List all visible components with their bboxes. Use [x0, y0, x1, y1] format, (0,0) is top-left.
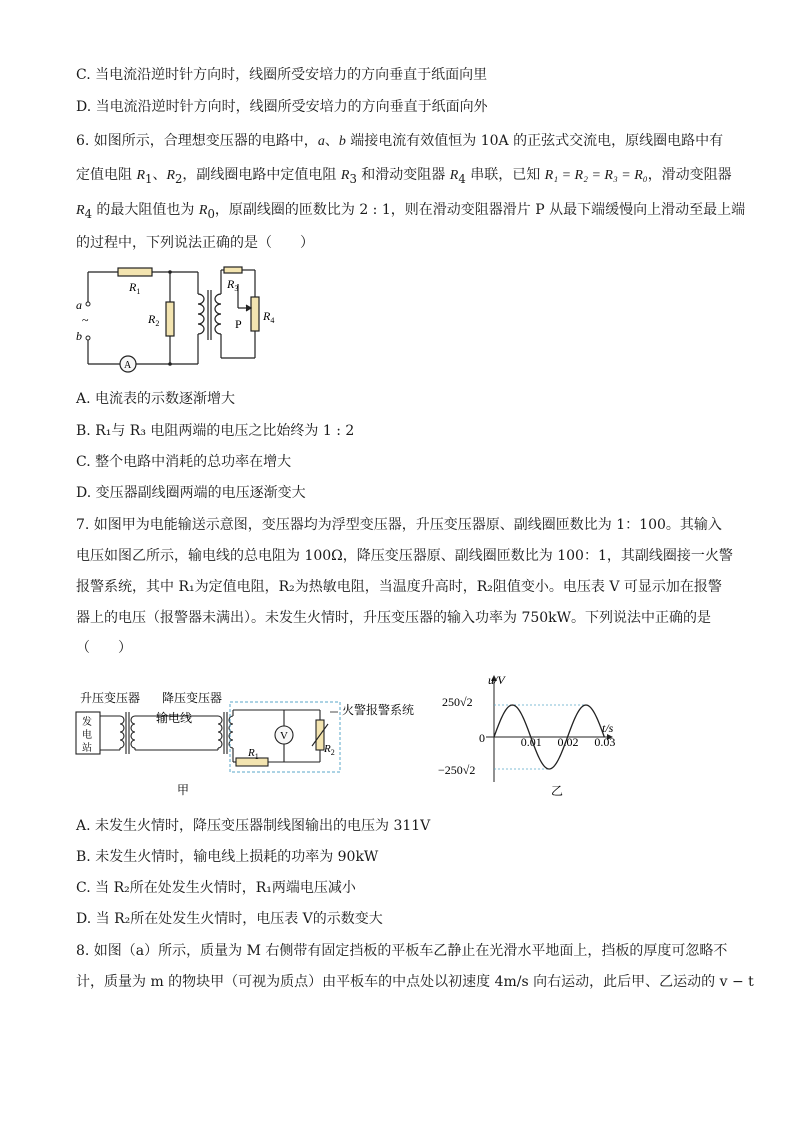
q6-option-a: A. 电流表的示数逐渐增大	[76, 391, 236, 407]
r3-label: $R_3$	[227, 277, 239, 293]
transmission-line-label: 输电线	[156, 711, 193, 725]
r4-label: $R_4$	[263, 309, 275, 325]
q7-stem-line-3: 报警系统，其中 R₁为定值电阻，R₂为热敏电阻，当温度升高时，R₂阻值变小。电压表 V 可显示加在报警	[76, 579, 722, 595]
ac-source-symbol: ~	[82, 313, 89, 327]
q7-option-c: C. 当 R₂所在处发生火情时，R₁两端电压减小	[76, 880, 356, 896]
x-tick-label: 0.02	[557, 735, 579, 749]
r1-label-jia: $R_1$	[248, 747, 259, 761]
step-down-transformer-label: 降压变压器	[162, 691, 223, 705]
q7-figure-yi-chart	[436, 670, 626, 800]
q7-option-a: A. 未发生火情时，降压变压器制线图输出的电压为 311V	[76, 818, 431, 834]
voltmeter-label: V	[280, 730, 288, 742]
figure-caption-jia: 甲	[177, 783, 190, 797]
x-tick-label: 0.03	[594, 735, 616, 749]
q7-figure-jia	[72, 684, 432, 804]
q5-option-d: D. 当电流沿逆时针方向时，线圈所受安培力的方向垂直于纸面向外	[76, 99, 488, 115]
q6-option-b: B. R₁与 R₃ 电阻两端的电压之比始终为 1 : 2	[76, 423, 355, 439]
plant-char-2: 电	[82, 730, 92, 741]
q8-stem-line-1: 8. 如图（a）所示，质量为 M 右侧带有固定挡板的平板车乙静止在光滑水平地面上，挡板的厚度可忽略不	[76, 943, 728, 959]
step-up-transformer-label: 升压变压器	[80, 691, 141, 705]
resistor-r2	[166, 302, 174, 336]
q7-stem-line-4: 器上的电压（报警器未满出）。未发生火情时，升压变压器的输入功率为 750kW。下列说法中正确的是	[76, 610, 712, 626]
r2-label: $R_2$	[148, 312, 160, 328]
q6-stem-line-1: 6. 如图所示，合理想变压器的电路中，a、b 端接电流有效值恒为 10A 的正弦式交流电，原线圈电路中有	[76, 133, 724, 149]
origin-label: 0	[479, 731, 485, 745]
plant-char-1: 发	[82, 717, 92, 728]
q7-option-d: D. 当 R₂所在处发生火情时，电压表 V的示数变大	[76, 911, 383, 927]
q7-stem-line-2: 电压如图乙所示，输电线的总电阻为 100Ω，降压变压器原、副线圈匝数比为 100：1，其副线圈接一火警	[76, 548, 733, 564]
q7-stem-line-5: （ ）	[76, 640, 132, 656]
q6-stem-line-3: $R_4$ 的最大阻值也为 $R_0$，原副线圈的匝数比为 2 : 1，则在滑动变阻器滑片 P 从最下端缓慢向上滑动至最上端	[76, 202, 746, 221]
terminal-b-label: b	[76, 329, 82, 343]
y-axis-label: u/V	[488, 673, 505, 687]
q7-option-b: B. 未发生火情时，输电线上损耗的功率为 90kW	[76, 849, 379, 865]
q5-option-c: C. 当电流沿逆时针方向时，线圈所受安培力的方向垂直于纸面向里	[76, 67, 488, 83]
q6-option-d: D. 变压器副线圈两端的电压逐渐变大	[76, 485, 306, 501]
figure-caption-yi: 乙	[551, 784, 564, 798]
x-axis-label: t/s	[602, 721, 614, 735]
resistor-r1-jia	[236, 758, 268, 766]
slider-p-label: P	[235, 317, 242, 331]
x-tick-label: 0.01	[520, 735, 542, 749]
y-tick-negative: −250√2	[438, 763, 476, 777]
rheostat-r4	[251, 297, 259, 331]
resistor-r1	[118, 268, 152, 276]
plant-char-3: 站	[82, 743, 92, 754]
y-tick-positive: 250√2	[442, 695, 473, 709]
r2-label-jia: $R_2$	[324, 743, 335, 757]
ammeter-label: A	[124, 360, 132, 371]
q6-circuit-diagram	[70, 262, 290, 382]
q6-stem-line-2: 定值电阻 $R_1$、$R_2$，副线圈电路中定值电阻 $R_3$ 和滑动变阻器 $R_4$ 串联，已知 R₁ = R₂ = R₃ = R₀，滑动变阻器	[76, 167, 732, 186]
resistor-r3	[224, 267, 242, 273]
r1-label: $R_1$	[129, 280, 141, 296]
q7-stem-line-1: 7. 如图甲为电能输送示意图，变压器均为浮型变压器，升压变压器原、副线圈匝数比为 1：100。其输入	[76, 517, 722, 533]
q6-stem-line-4: 的过程中，下列说法正确的是（ ）	[76, 235, 314, 251]
q6-option-c: C. 整个电路中消耗的总功率在增大	[76, 454, 292, 470]
alarm-system-label: 火警报警系统	[342, 703, 415, 717]
q8-stem-line-2: 计，质量为 m 的物块甲（可视为质点）由平板车的中点处以初速度 4m/s 向右运动，此后甲、乙运动的 v − t	[76, 974, 754, 990]
terminal-a-label: a	[76, 298, 82, 312]
